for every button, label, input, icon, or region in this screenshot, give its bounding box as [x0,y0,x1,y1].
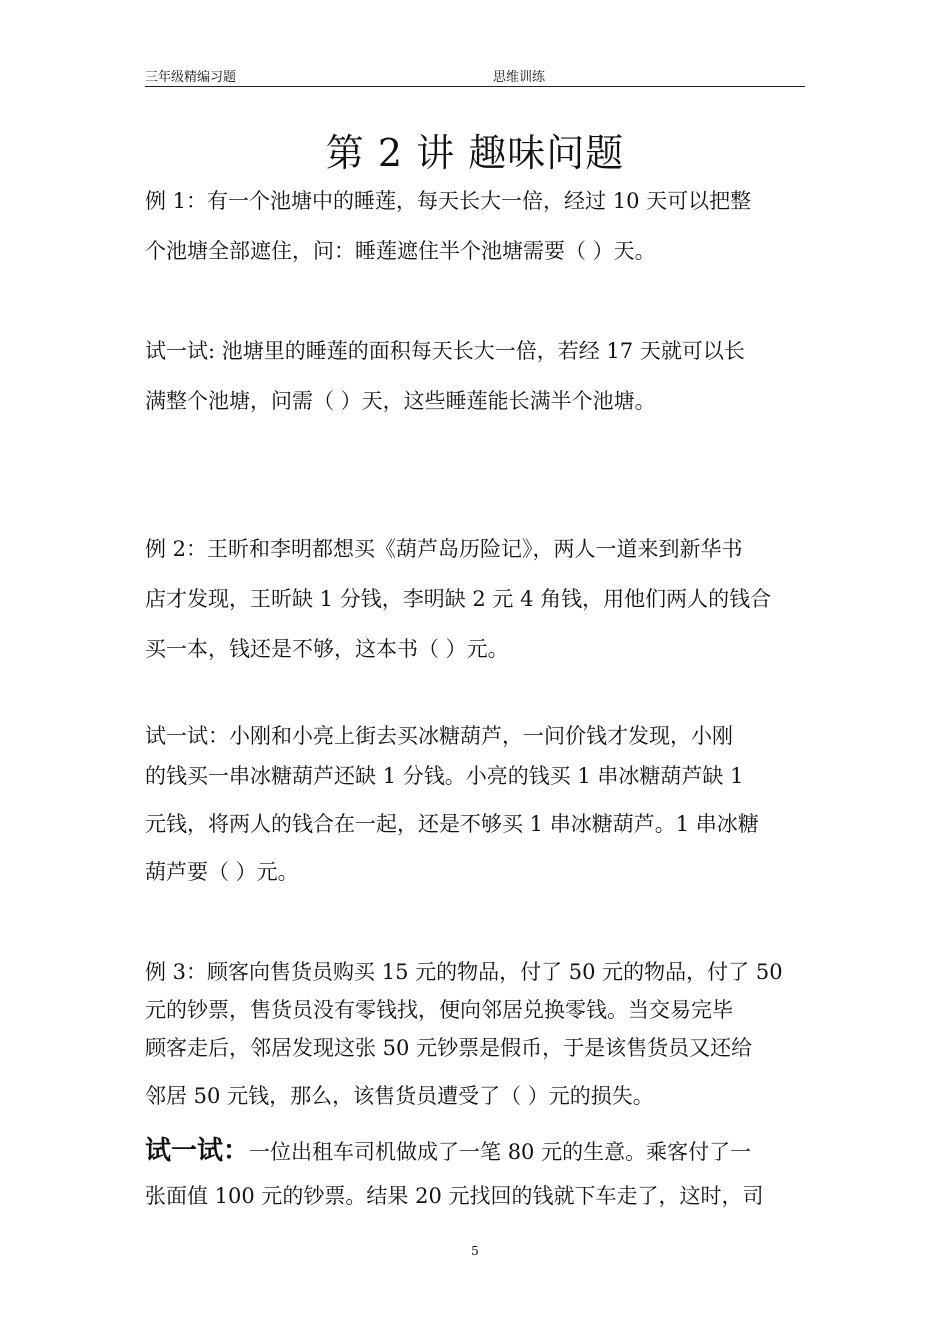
text-line: 葫芦要（ ）元。 [145,860,299,884]
page-number: 5 [471,1244,479,1258]
lesson-title: 第 2 讲 趣味问题 [325,131,625,175]
header-left-text: 三年级精编习题 [145,70,237,85]
text-line: 个池塘全部遮住，问：睡莲遮住半个池塘需要（ ）天。 [145,239,656,263]
page-header [145,66,805,87]
try-label: 试一试： [145,1136,250,1166]
text-line: 买一本，钱还是不够，这本书（ ）元。 [145,637,509,661]
text-line: 邻居 50 元钱，那么，该售货员遭受了（ ）元的损失。 [145,1084,654,1108]
text-line: 元钱，将两人的钱合在一起，还是不够买 1 串冰糖葫芦。1 串冰糖 [145,812,759,836]
header-right-text: 思维训练 [493,70,546,85]
text-line: 试一试：小刚和小亮上街去买冰糖葫芦，一问价钱才发现，小刚 [145,724,733,748]
text-line [145,1130,751,1167]
text-line: 例 2：王昕和李明都想买《葫芦岛历险记》，两人一道来到新华书 [145,537,743,561]
text-line: 张面值 100 元的钞票。结果 20 元找回的钱就下车走了，这时，司 [145,1184,764,1208]
text-line: 例 1：有一个池塘中的睡莲，每天长大一倍，经过 10 天可以把整 [145,189,752,213]
try-text: 一位出租车司机做成了一笔 80 元的生意。乘客付了一 [249,1140,752,1164]
text-line: 元的钞票，售货员没有零钱找，便向邻居兑换零钱。当交易完毕 [145,998,733,1022]
text-line: 满整个池塘，问需（ ）天，这些睡莲能长满半个池塘。 [145,389,656,413]
text-line: 顾客走后，邻居发现这张 50 元钞票是假币，于是该售货员又还给 [145,1036,753,1060]
text-line: 例 3：顾客向售货员购买 15 元的物品，付了 50 元的物品，付了 50 [145,960,783,984]
text-line: 试一试: 池塘里的睡莲的面积每天长大一倍，若经 17 天就可以长 [145,339,745,363]
text-line: 店才发现，王昕缺 1 分钱，李明缺 2 元 4 角钱，用他们两人的钱合 [145,587,772,611]
text-line: 的钱买一串冰糖葫芦还缺 1 分钱。小亮的钱买 1 串冰糖葫芦缺 1 [145,764,744,788]
